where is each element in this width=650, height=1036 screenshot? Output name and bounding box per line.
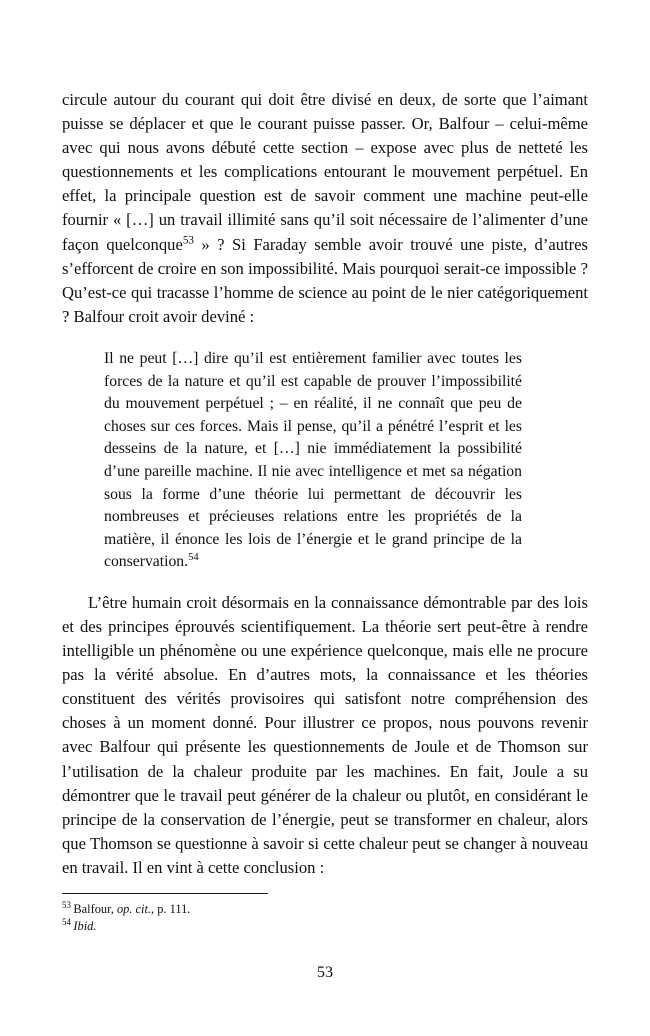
page-text-block xyxy=(62,88,588,880)
block-quotation-text: Il ne peut […] dire qu’il est entièrement familier avec toutes les forces de la nature et qu’il est capable de prouver l’impossibilité du mouvement perpétuel ; – en réalité, il ne connaît que peu de choses sur ces forces. Mais il pense, qu’il a pénétré l’esprit et les desseins de la nature, et […] nie immédiatement la possibilité d’une pareille machine. Il nie avec intelligence et met sa négation sous la forme d’une théorie lui permettant de découvrir les nombreuses et précieuses relations entre les propriétés de la matière, il énonce les lois de l’énergie et le grand principe de la conservation. xyxy=(104,349,522,571)
paragraph-1-text-part-2: » ? Si Faraday semble avoir trouvé une piste, d’autres s’efforcent de croire en son impossibilité. Mais pourquoi serait-ce impossible ? Qu’est-ce qui tracasse l’homme de science au point de le nier catégoriquement ? Balfour croit avoir deviné : xyxy=(62,234,588,326)
footnote-53-text-after: , p. 111. xyxy=(151,902,191,916)
footnote-53-text-before: Balfour, xyxy=(73,902,117,916)
page-number: 53 xyxy=(316,963,334,981)
footnote-marker-54: 54 xyxy=(62,917,71,928)
footnote-reference-53[interactable]: 53 xyxy=(182,234,194,247)
footnote-separator-rule xyxy=(62,893,268,894)
paragraph-2-text: L’être humain croit désormais en la connaissance démontrable par des lois et des principes éprouvés scientifiquement. La théorie sert peut-être à rendre intelligible un phénomène ou une expérience quelconque, mais elle ne procure pas la vérité absolue. En d’autres mots, la connaissance et les théories constituent des vérités provisoires qui satisfont notre compréhension des choses à un moment donné. Pour illustrer ce propos, nous pouvons revenir avec Balfour qui présente les questionnements de Joule et de Thomson sur l’utilisation de la chaleur produite par les machines. En fait, Joule a su démontrer que le travail peut générer de la chaleur ou plutôt, en considérant le principe de la conservation de l’énergie, peut se transformer en chaleur, alors que Thomson se questionne à savoir si cette chaleur peut se changer à nouveau en travail. Il en vint à cette conclusion : xyxy=(62,592,588,877)
footnote-54-text-italic: Ibid. xyxy=(73,919,97,934)
body-paragraph-2 xyxy=(62,591,588,880)
paragraph-1-text-part-1: circule autour du courant qui doit être divisé en deux, de sorte que l’aimant puisse se déplacer et que le courant puisse passer. Or, Balfour – celui-même avec qui nous avons débuté cette section – expose avec plus de netteté les questionnements et les complications entourant le mouvement perpétuel. En effet, la principale question est de savoir comment une machine peut-elle fournir « […] un travail illimité sans qu’il soit nécessaire de l’alimenter d’une façon quelconque xyxy=(62,90,588,254)
footnote-53-text-italic: op. cit. xyxy=(116,902,152,916)
footnote-item-53 xyxy=(62,901,588,918)
footnote-area xyxy=(62,893,588,936)
block-quotation xyxy=(62,348,526,574)
footnote-item-54 xyxy=(62,918,588,935)
footnote-marker-53: 53 xyxy=(62,899,71,910)
footnote-reference-54[interactable]: 54 xyxy=(188,552,199,564)
body-paragraph-1 xyxy=(62,88,588,329)
